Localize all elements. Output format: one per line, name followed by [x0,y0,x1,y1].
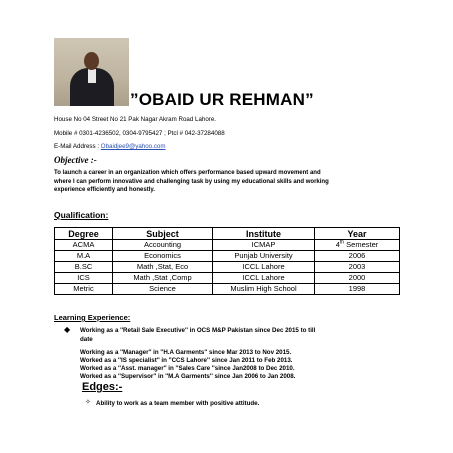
objective-line: where I can perform innovative and challenging task by using my educational skills and working [54,178,329,185]
table-row [55,284,400,295]
experience-item-continued: date [80,336,93,343]
table-row [55,251,400,262]
table-cell: Muslim High School [213,284,315,295]
candidate-name: ”OBAID UR REHMAN” [130,90,314,109]
star-bullet-icon: ✧ [85,399,91,406]
table-cell: Economics [113,251,213,262]
email-link[interactable]: Obaidjee9@yahoo.com [100,143,166,150]
edges-heading: Edges:- [82,381,123,393]
table-cell: 2006 [315,251,400,262]
table-cell: Accounting [113,240,213,251]
table-cell: ICS [55,273,113,284]
table-cell: Math ,Stat ,Comp [113,273,213,284]
experience-item: Working as a ''Manager'' in ''H.A Garments'' since Mar 2013 to Nov 2015. [80,349,292,356]
table-cell: ACMA [55,240,113,251]
year-ordinal-suffix: th [339,239,345,246]
edge-item: Ability to work as a team member with positive attitude. [96,400,260,407]
table-row [55,262,400,273]
table-cell [315,240,400,251]
table-header-row [55,228,400,240]
table-row [55,273,400,284]
table-cell: Science [113,284,213,295]
contact-email-row [54,143,166,150]
photo-head-shape [84,52,99,70]
table-cell: ICCL Lahore [213,273,315,284]
table-cell: 1998 [315,284,400,295]
experience-item: Worked as a ''Supervisor'' in ''M.A Garments'' since Jan 2006 to Jan 2008. [80,373,296,380]
table-cell: ICCL Lahore [213,262,315,273]
objective-line: To launch a career in an organization which offers performance based upward movement and [54,170,321,176]
table-cell: B.SC [55,262,113,273]
qualification-heading: Qualification: [54,210,109,220]
contact-address: House No 04 Street No 21 Pak Nagar Akram Road Lahore. [54,116,216,123]
table-cell: Punjab University [213,251,315,262]
qualification-table [54,227,400,295]
experience-item: Worked as a ''Asst. manager'' in ''Sales Care ''since Jan2008 to Dec 2010. [80,365,295,372]
contact-mobile: Mobile # 0301-4236502, 0304-9795427 ; Ptcl # 042-37284088 [54,130,225,137]
column-header: Subject [113,228,213,240]
column-header: Year [315,228,400,240]
table-cell: Metric [55,284,113,295]
table-cell: Math ,Stat, Eco [113,262,213,273]
experience-item: Worked as a ''IS specialist'' in ''CCS Lahore'' since Jan 2011 to Feb 2013. [80,357,293,364]
table-cell: 2000 [315,273,400,284]
profile-photo [54,38,129,106]
experience-item: Working as a ''Retail Sale Executive'' in OCS M&P Pakistan since Dec 2015 to till [80,327,316,334]
objective-heading: Objective :- [54,155,97,165]
table-cell: 2003 [315,262,400,273]
table-cell: M.A [55,251,113,262]
year-semester: Semester [346,240,379,249]
column-header: Institute [213,228,315,240]
photo-collar-shape [88,69,96,83]
column-header: Degree [55,228,113,240]
year-ordinal: 4 [335,240,340,249]
diamond-bullet-icon: ◆ [64,325,71,334]
table-row [55,240,400,251]
experience-heading: Learning Experience: [54,313,131,322]
email-label: E-Mail Address : [54,143,101,150]
table-cell: ICMAP [213,240,315,251]
objective-line: experience efficiently and honestly. [54,187,155,193]
objective-text [54,169,404,195]
